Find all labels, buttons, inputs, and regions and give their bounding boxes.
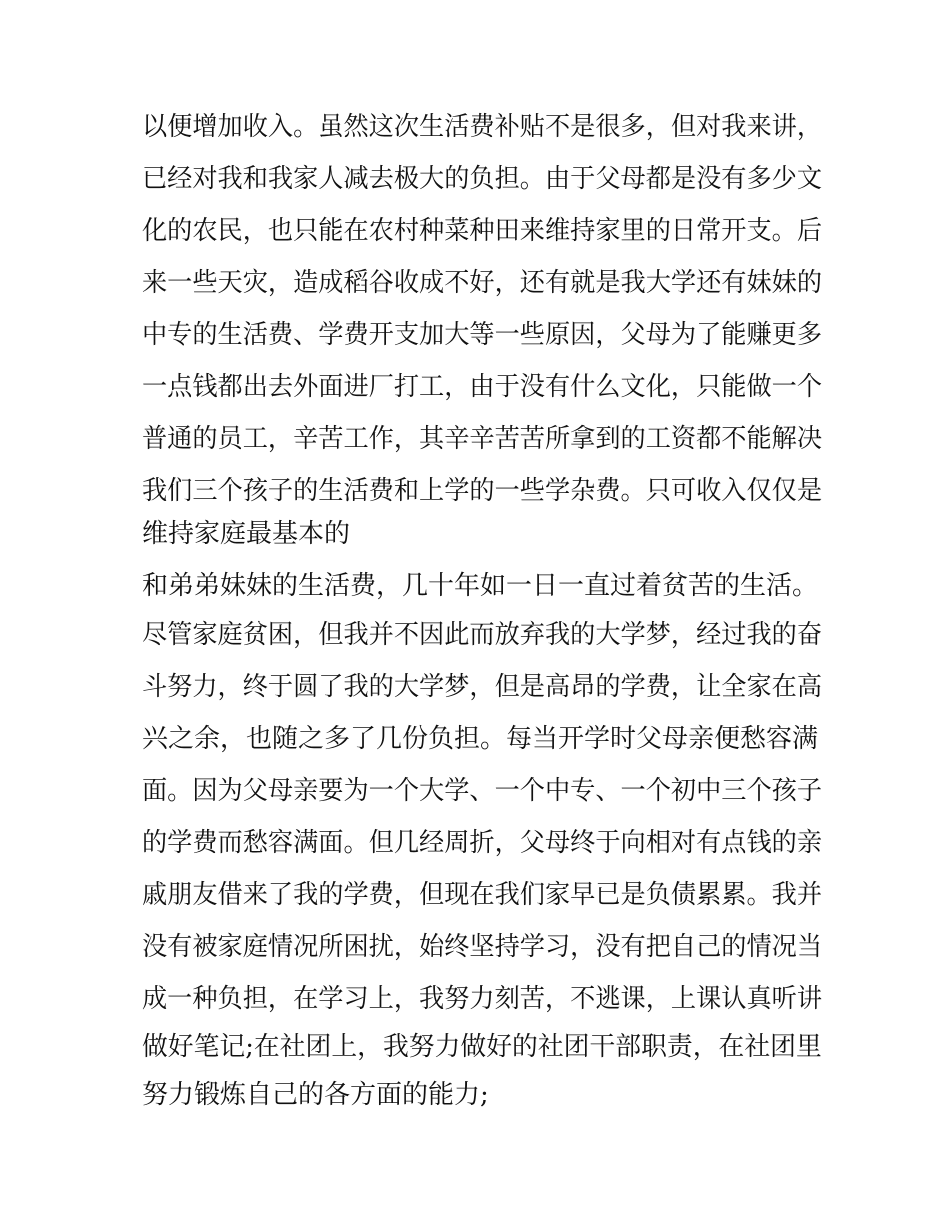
text-line-7: 普通的员工，辛苦工作，其辛辛苦苦所拿到的工资都不能解决 xyxy=(142,424,823,454)
text-line-17: 没有被家庭情况所困扰，始终坚持学习，没有把自己的情况当 xyxy=(142,932,823,962)
text-line-3: 化的农民，也只能在农村种菜种田来维持家里的日常开支。后 xyxy=(142,216,823,246)
text-line-1: 以便增加收入。虽然这次生活费补贴不是很多，但对我来讲， xyxy=(142,112,823,142)
text-line-19: 做好笔记;在社团上，我努力做好的社团干部职责，在社团里 xyxy=(142,1032,822,1062)
text-line-16: 戚朋友借来了我的学费，但现在我们家早已是负债累累。我并 xyxy=(142,880,823,910)
text-line-10: 和弟弟妹妹的生活费，几十年如一日一直过着贫苦的生活。 xyxy=(142,571,819,601)
text-line-9: 维持家庭最基本的 xyxy=(142,519,351,549)
text-line-5: 中专的生活费、学费开支加大等一些原因，父母为了能赚更多 xyxy=(142,320,823,350)
text-line-11: 尽管家庭贫困，但我并不因此而放弃我的大学梦，经过我的奋 xyxy=(142,620,823,650)
text-line-20: 努力锻炼自己的各方面的能力; xyxy=(142,1080,489,1110)
text-line-18: 成一种负担，在学习上，我努力刻苦，不逃课，上课认真听讲 xyxy=(142,984,823,1014)
text-line-13: 兴之余，也随之多了几份负担。每当开学时父母亲便愁容满 xyxy=(142,724,819,754)
text-line-8: 我们三个孩子的生活费和上学的一些学杂费。只可收入仅仅是 xyxy=(142,476,823,506)
text-line-2: 已经对我和我家人减去极大的负担。由于父母都是没有多少文 xyxy=(142,164,823,194)
text-line-12: 斗努力，终于圆了我的大学梦，但是高昂的学费，让全家在高 xyxy=(142,672,823,702)
text-line-15: 的学费而愁容满面。但几经周折，父母终于向相对有点钱的亲 xyxy=(142,828,823,858)
text-line-4: 来一些天灾，造成稻谷收成不好，还有就是我大学还有妹妹的 xyxy=(142,268,823,298)
text-line-14: 面。因为父母亲要为一个大学、一个中专、一个初中三个孩子 xyxy=(142,776,823,806)
text-line-6: 一点钱都出去外面进厂打工，由于没有什么文化，只能做一个 xyxy=(142,372,823,402)
